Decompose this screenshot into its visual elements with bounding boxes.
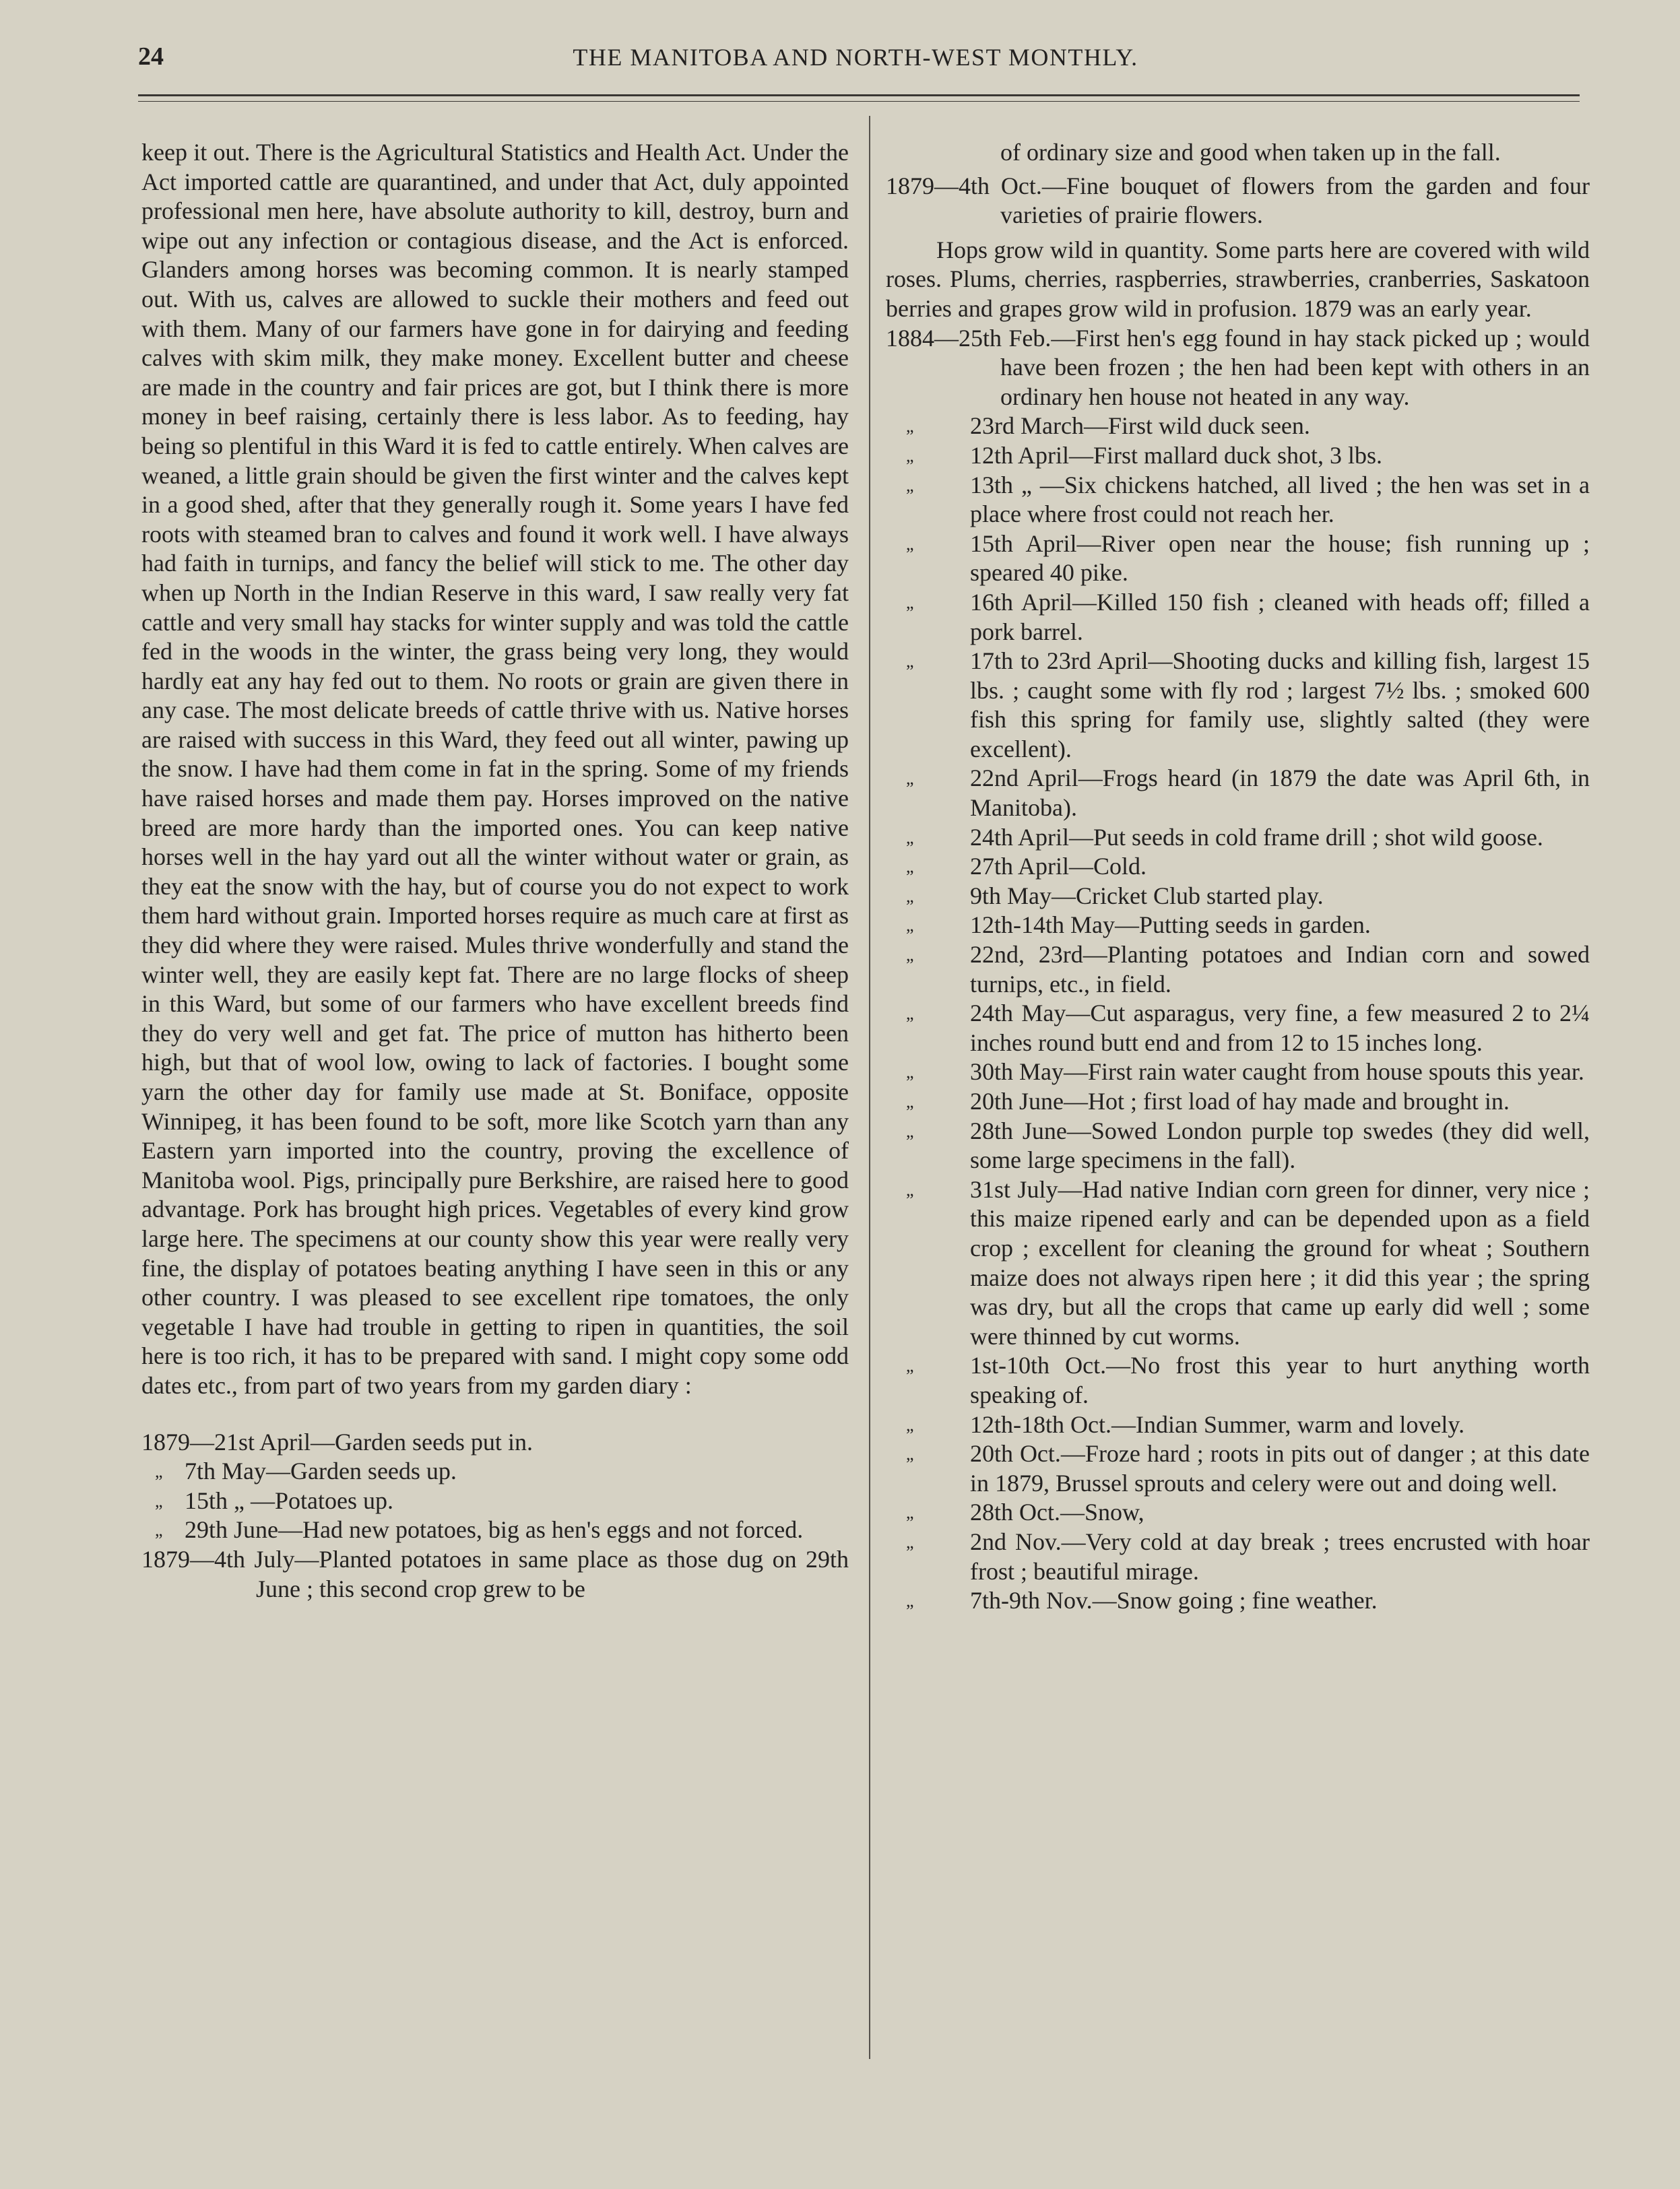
diary-entry [886,647,1590,764]
entry-text: 17th to 23rd April—Shooting ducks and killing fish, largest 15 lbs. ; caught some with fly rod ; largest 7½ lbs. ; smoked 600 fish this spring for family use, slightly salted (they were excellent). [970,647,1590,762]
diary-1884 [886,412,1590,1615]
entry-text: 29th June—Had new potatoes, big as hen's eggs and not forced. [185,1516,804,1544]
diary-entry [886,1410,1590,1440]
ditto-mark: „ [906,1591,914,1611]
entry-text: 22nd, 23rd—Planting potatoes and Indian corn and sowed turnips, etc., in field. [970,941,1590,998]
ditto-mark: „ [906,1092,914,1111]
entry-text: 2nd Nov.—Very cold at day break ; trees encrusted with hoar frost ; beautiful mirage. [970,1528,1590,1585]
article-paragraph: keep it out. There is the Agricultural Statistics and Health Act. Under the Act imported cattle are quarantined, and under that Act, duly appointed professional men here, have absolute authority to kill, destroy, burn and wipe out any infection or contagious disease, and the Act is enforced. Glanders among horses was becoming common. It is nearly stamped out. With us, calves are allowed to suckle their mothers and feed out with them. Many of our farmers have gone in for dairying and feeding calves with skim milk, they make money. Excellent butter and cheese are made in the country and fair prices are got, but I think there is more money in beef raising, certainly there is less labor. As to feeding, hay being so plentiful in this Ward it is fed to cattle entirely. When calves are weaned, a little grain should be given the first winter and the calves kept in a good shed, after that they generally rough it. Some years I have fed roots with steamed bran to calves and found it work well. I have always had faith in turnips, and fancy the belief will stick to me. The other day when up North in the Indian Reserve in this ward, I saw really very fat cattle and very small hay stacks for winter supply and was told the cattle fed in the woods in the winter, the grass being very long, they would hardly eat any hay fed out to them. No roots or grain are given there in any case. The most delicate breeds of cattle thrive with us. Native horses are raised with success in this Ward, they feed out all winter, pawing up the snow. I have had them come in fat in the spring. Some of my friends have raised horses and made them pay. Horses improved on the native breed are more hardy than the imported ones. You can keep native horses well in the hay yard out all the winter without water or grain, as they eat the snow with the hay, but of course you do not expect to work them hard without grain. Imported horses require as much care at first as they did where they were raised. Mules thrive wonderfully and stand the winter well, they are easily kept fat. There are no large flocks of sheep in this Ward, but some of our farmers who have excellent breeds find they do very well and get fat. The price of mutton has hitherto been high, but that of wool low, owing to lack of factories. I bought some yarn the other day for family use made at St. Boniface, opposite Winnipeg, it has been found to be soft, more like Scotch yarn than any Eastern yarn imported into the country, proving the excellence of Manitoba wool. Pigs, principally pure Berkshire, are raised here to good advantage. Pork has brought high prices. Vegetables of every kind grow large here. The specimens at our county show this year were really very fine, the display of potatoes beating anything I have seen in this or any other country. I was pleased to see excellent ripe tomatoes, the only vegetable I have had trouble in getting to ripen in quantities, the soil here is too rich, it has to be prepared with sand. I might copy some odd dates etc., from part of two years from my garden diary : [141,139,849,1399]
entry-text: 4th July—Planted potatoes in same place as those dug on 29th June ; this second crop grew to be [214,1545,849,1602]
diary-entry [886,1439,1590,1498]
ditto-mark: „ [906,827,914,847]
diary-entry [886,471,1590,529]
entry-text: 1st-10th Oct.—No frost this year to hurt anything worth speaking of. [970,1352,1590,1408]
entry-text: 31st July—Had native Indian corn green for dinner, very nice ; this maize ripened early and can be depended upon as a field crop ; excellent for cleaning the ground for wheat ; Southern maize does not always ripen here ; it did this year ; the spring was dry, but all the crops that came up early did well ; some were thinned by cut worms. [970,1175,1590,1350]
diary-entry [886,529,1590,588]
diary-entry [141,1515,849,1545]
diary-entry [886,1498,1590,1528]
ditto-mark: „ [906,416,914,436]
entry-year: 1879— [886,172,959,199]
hops-paragraph: Hops grow wild in quantity. Some parts here are covered with wild roses. Plums, cherries, raspberries, strawberries, cranberries, Saskatoon berries and grapes grow wild in profusion. 1879 was an early year. [886,236,1590,322]
ditto-mark: „ [906,1414,914,1435]
section-gap [141,1401,849,1428]
entry-text: 13th „ —Six chickens hatched, all lived ; the hen was set in a place where frost could not reach her. [970,471,1590,528]
column-divider [869,116,870,2059]
diary-entry [886,999,1590,1057]
entry-year: 1879— [141,1545,214,1573]
entry-text: 28th June—Sowed London purple top swedes (they did well, some large specimens in the fall). [970,1117,1590,1174]
diary-entry [886,823,1590,853]
entry-text: 27th April—Cold. [970,853,1147,880]
diary-entry [141,1486,849,1516]
left-column [141,138,849,1604]
diary-entry [886,172,1590,230]
ditto-mark: „ [906,1503,914,1523]
ditto-mark: „ [906,886,914,906]
ditto-mark: „ [906,651,914,672]
diary-entry [886,412,1590,441]
ditto-mark: „ [155,1520,163,1540]
entry-year: 1884— [886,324,959,352]
diary-entry [886,1117,1590,1175]
entry-text: 16th April—Killed 150 fish ; cleaned with heads off; filled a pork barrel. [970,588,1590,645]
entry-text: 21st April—Garden seeds put in. [214,1428,533,1456]
diary-entry [886,1528,1590,1586]
diary-entry [886,911,1590,940]
diary-entry [886,441,1590,471]
ditto-mark: „ [906,1062,914,1082]
diary-entry [886,1586,1590,1616]
diary-entry [886,852,1590,882]
entry-text: 9th May—Cricket Club started play. [970,882,1324,909]
ditto-mark: „ [906,475,914,495]
diary-entry [886,764,1590,822]
entry-text: 20th June—Hot ; first load of hay made and brought in. [970,1088,1510,1115]
ditto-mark: „ [906,445,914,465]
entry-text: 28th Oct.—Snow, [970,1499,1144,1526]
ditto-mark: „ [906,1444,914,1464]
ditto-mark: „ [906,1356,914,1376]
ditto-mark: „ [906,1532,914,1552]
diary-entry [886,1351,1590,1410]
diary-entry [886,1087,1590,1117]
entry-text: 4th Oct.—Fine bouquet of flowers from the garden and four varieties of prairie flowers. [959,172,1590,229]
diary-entry [141,1428,849,1458]
entry-text: 23rd March—First wild duck seen. [970,412,1310,440]
ditto-mark: „ [906,857,914,877]
page-number: 24 [138,42,164,71]
ditto-mark: „ [906,1121,914,1141]
running-title: THE MANITOBA AND NORTH-WEST MONTHLY. [573,44,1138,71]
diary-entry [886,1175,1590,1352]
entry-text: 12th-18th Oct.—Indian Summer, warm and lovely. [970,1410,1465,1438]
header-rule-thin [138,101,1580,102]
entry-text: 22nd April—Frogs heard (in 1879 the date was April 6th, in Manitoba). [970,764,1590,822]
header-rule [138,94,1580,96]
ditto-mark: „ [906,1179,914,1200]
entry-text: 20th Oct.—Froze hard ; roots in pits out of danger ; at this date in 1879, Brussel sprouts and celery were out and doing well. [970,1440,1590,1497]
ditto-mark: „ [906,945,914,965]
diary-entry [886,324,1590,412]
diary-entry [886,588,1590,647]
ditto-mark: „ [906,769,914,789]
ditto-mark: „ [155,1462,163,1482]
entry-text: 30th May—First rain water caught from house spouts this year. [970,1058,1584,1086]
diary-entry [886,882,1590,911]
entry-text: 15th „ —Potatoes up. [185,1486,393,1514]
entry-text: 7th May—Garden seeds up. [185,1458,457,1485]
entry-year: 1879— [141,1428,214,1456]
diary-entry [141,1457,849,1486]
entry-text: 15th April—River open near the house; fish running up ; speared 40 pike. [970,529,1590,587]
ditto-mark: „ [906,1004,914,1024]
entry-text: 7th-9th Nov.—Snow going ; fine weather. [970,1587,1378,1614]
page-header [138,42,1573,82]
ditto-mark: „ [155,1491,163,1511]
ditto-mark: „ [906,592,914,612]
entry-text: 12th April—First mallard duck shot, 3 lbs. [970,441,1382,469]
entry-text: 12th-14th May—Putting seeds in garden. [970,911,1371,939]
entry-text: 24th April—Put seeds in cold frame drill ; shot wild goose. [970,823,1543,851]
right-column [886,138,1590,1616]
entry-text: 24th May—Cut asparagus, very fine, a few measured 2 to 2¼ inches round butt end and from 12 to 15 inches long. [970,1000,1590,1056]
diary-1879 [141,1428,849,1604]
diary-entry [141,1545,849,1604]
continued-text: of ordinary size and good when taken up in the fall. [1000,139,1501,166]
diary-entry [886,1057,1590,1087]
diary-entry [886,940,1590,999]
entry-text: 25th Feb.—First hen's egg found in hay stack picked up ; would have been frozen ; the hen had been kept with others in an ordinary hen house not heated in any way. [959,324,1590,410]
ditto-mark: „ [906,533,914,554]
ditto-mark: „ [906,915,914,936]
